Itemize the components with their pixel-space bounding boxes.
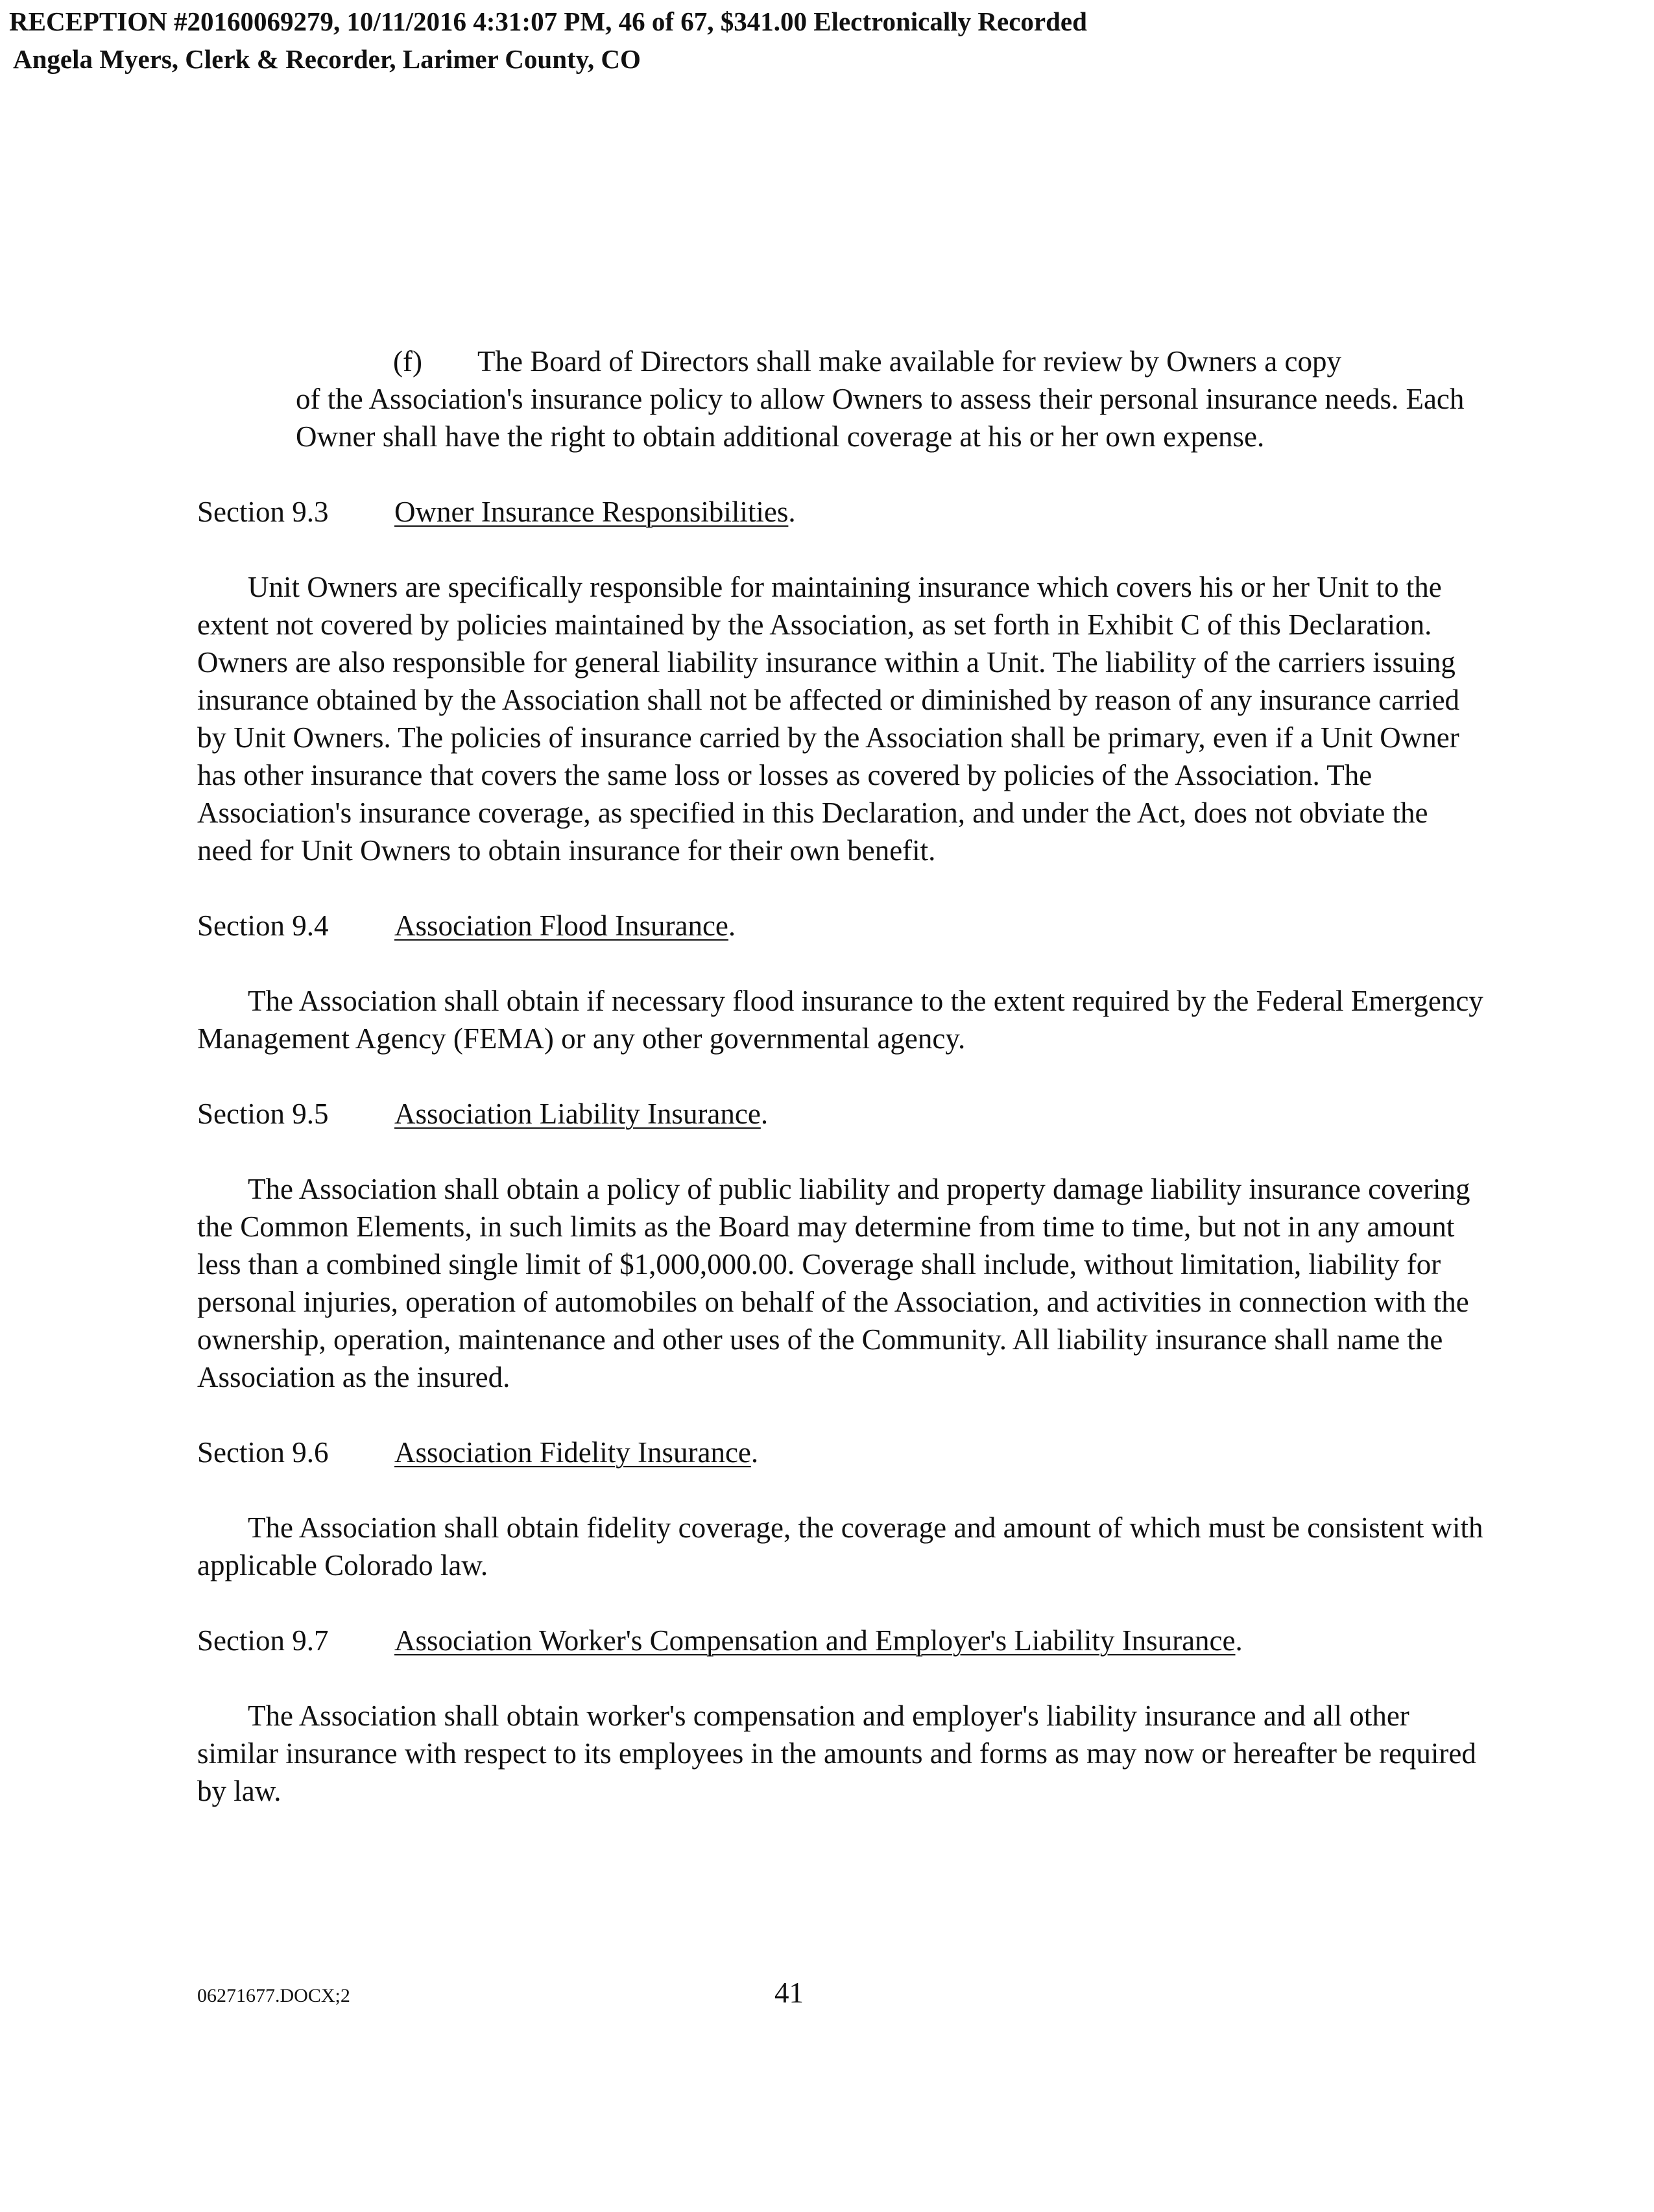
- section-title: Association Flood Insurance: [394, 909, 728, 942]
- section-heading: Section 9.3 Owner Insurance Responsibilities.: [197, 493, 1488, 531]
- section-9-4: [197, 907, 1488, 1057]
- page-number: 41: [774, 1977, 804, 2009]
- section-heading: Section 9.7 Association Worker's Compensation and Employer's Liability Insurance.: [197, 1622, 1488, 1659]
- section-heading: Section 9.6 Association Fidelity Insurance.: [197, 1434, 1488, 1471]
- paragraph-f-first-line: [296, 343, 1488, 380]
- section-body: The Association shall obtain if necessary flood insurance to the extent required by the Federal Emergency Management Agency (FEMA) or any other governmental agency.: [197, 985, 1483, 1055]
- paragraph-f-first-text: The Board of Directors shall make available for review by Owners a copy: [477, 345, 1342, 378]
- section-title: Association Worker's Compensation and Employer's Liability Insurance: [394, 1624, 1236, 1657]
- section-heading: Section 9.4 Association Flood Insurance.: [197, 907, 1488, 944]
- section-9-6: [197, 1434, 1488, 1584]
- section-body: The Association shall obtain worker's compensation and employer's liability insurance and all other similar insurance with respect to its employees in the amounts and forms as may now or hereafter be required by law.: [197, 1700, 1476, 1807]
- section-title: Association Fidelity Insurance: [394, 1436, 751, 1469]
- section-body: The Association shall obtain fidelity coverage, the coverage and amount of which must be consistent with applicable Colorado law.: [197, 1511, 1483, 1581]
- section-number: Section 9.5: [197, 1098, 329, 1130]
- document-body: [197, 343, 1488, 1810]
- section-9-3: [197, 493, 1488, 869]
- section-number: Section 9.3: [197, 496, 329, 528]
- section-title: Association Liability Insurance: [394, 1098, 761, 1130]
- section-body: Unit Owners are specifically responsible for maintaining insurance which covers his or her Unit to the extent not covered by policies maintained by the Association, as set forth in Exhibit C of this Declaration. Owners are also responsible for general liability insurance within a Unit. The liability of the carriers issuing insurance obtained by the Association shall not be affected or diminished by reason of any insurance carried by Unit Owners. The policies of insurance carried by the Association shall be primary, even if a Unit Owner has other insurance that covers the same loss or losses as covered by policies of the Association. The Association's insurance coverage, as specified in this Declaration, and under the Act, does not obviate the need for Unit Owners to obtain insurance for their own benefit.: [197, 571, 1460, 867]
- section-number: Section 9.7: [197, 1624, 329, 1657]
- section-body: The Association shall obtain a policy of public liability and property damage liability insurance covering the Common Elements, in such limits as the Board may determine from time to time, but not in any amount less than a combined single limit of $1,000,000.00. Coverage shall include, without limitation, liability for personal injuries, operation of automobiles on behalf of the Association, and activities in connection with the ownership, operation, maintenance and other uses of the Community. All liability insurance shall name the Association as the insured.: [197, 1173, 1470, 1393]
- recording-stamp-line1: RECEPTION #20160069279, 10/11/2016 4:31:07 PM, 46 of 67, $341.00 Electronically Recorded: [9, 6, 1087, 36]
- paragraph-f-label: (f): [393, 345, 422, 378]
- paragraph-f: [296, 343, 1488, 455]
- section-number: Section 9.6: [197, 1436, 329, 1469]
- section-heading: Section 9.5 Association Liability Insurance.: [197, 1095, 1488, 1133]
- recording-stamp: [9, 3, 1087, 78]
- section-9-7: [197, 1622, 1488, 1810]
- page-footer: [197, 1976, 1488, 2015]
- recording-stamp-line2: Angela Myers, Clerk & Recorder, Larimer County, CO: [13, 44, 641, 74]
- document-number: 06271677.DOCX;2: [197, 1985, 350, 2006]
- paragraph-f-rest: of the Association's insurance policy to allow Owners to assess their personal insurance needs. Each Owner shall have the right to obtain additional coverage at his or her own expense.: [296, 383, 1465, 453]
- section-title: Owner Insurance Responsibilities: [394, 496, 789, 528]
- section-9-5: [197, 1095, 1488, 1396]
- section-number: Section 9.4: [197, 909, 329, 942]
